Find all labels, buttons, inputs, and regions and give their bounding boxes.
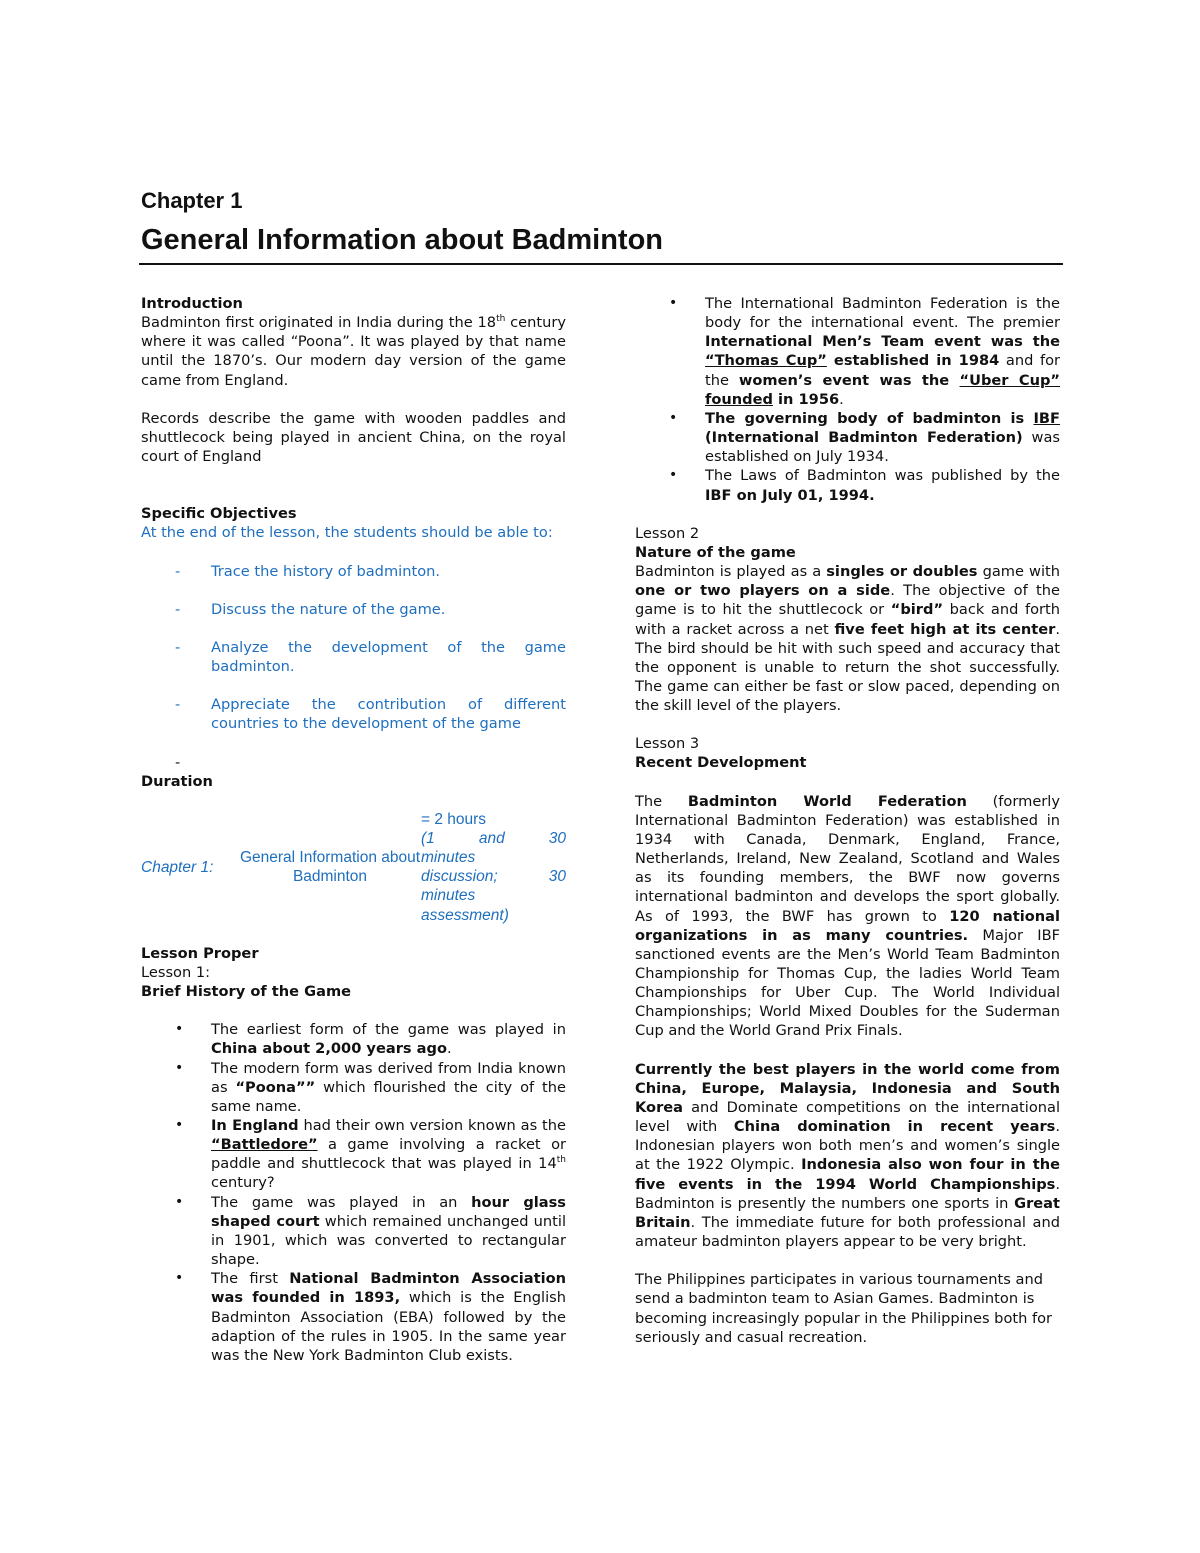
bullet-icon: • xyxy=(669,409,678,426)
players-text: . The immediate future for both professional and amateur badminton players appear to be very bright. xyxy=(635,1213,1060,1251)
right-column xyxy=(635,294,1060,1347)
objective-text: Appreciate the contribution of different countries to the development of the game xyxy=(211,696,566,733)
duration-detail-line: (1 and 30 xyxy=(421,829,566,847)
players-text: and Dominate competitions on the international level with xyxy=(635,1098,1060,1136)
history-item xyxy=(141,1059,566,1116)
ibf-emphasis: (International Badminton Federation) xyxy=(705,429,1023,447)
ibf-text: and for the xyxy=(705,352,1061,389)
history-text: which flourished the city of the same name. xyxy=(211,1078,566,1115)
history-text: which remained unchanged until in 1901, which was converted to rectangular shape. xyxy=(211,1212,567,1269)
history-emphasis: hour glass shaped court xyxy=(211,1193,566,1230)
ibf-item xyxy=(635,466,1060,504)
nature-emphasis: one or two players on a side xyxy=(635,582,891,600)
objective-item xyxy=(141,638,566,676)
ibf-text: . xyxy=(839,390,844,408)
ibf-text: was established on July 1934. xyxy=(705,429,1061,466)
bullet-icon: • xyxy=(175,1021,184,1038)
title-divider xyxy=(139,263,1063,265)
ibf-emphasis: IBF on July 01, 1994. xyxy=(705,486,875,504)
nature-paragraph xyxy=(635,562,1060,715)
chapter-label: Chapter 1 xyxy=(141,188,243,213)
nature-text: . The bird should be hit with such speed and accuracy that the opponent is unable to return the shot successfully. The game can either be fast or slow paced, depending on the skill level of the players. xyxy=(635,620,1060,715)
ibf-text: The International Badminton Federation is the body for the international event. The premier xyxy=(705,295,1060,332)
history-emphasis: China about 2,000 years ago xyxy=(211,1040,447,1058)
ibf-emphasis: established in 1984 xyxy=(826,352,1000,370)
lesson1-label: Lesson 1: xyxy=(141,963,211,981)
duration-detail-line: minutes xyxy=(421,887,476,905)
philippines-paragraph: The Philippines participates in various tournaments and send a badminton team to Asian Games. Badminton is becoming increasingly popular in the Philippines both for seriously and casual recreation. xyxy=(635,1271,1053,1346)
duration-detail-line: discussion; 30 xyxy=(421,868,566,886)
intro-text-a: Badminton first originated in India during the 18 xyxy=(141,314,497,332)
page-title: General Information about Badminton xyxy=(141,224,664,256)
history-item xyxy=(141,1020,566,1058)
duration-title-cell: General Information about Badminton xyxy=(239,849,421,886)
ibf-emphasis: women’s event was the xyxy=(738,371,960,389)
objective-text: Analyze the development of the game badminton. xyxy=(211,638,566,676)
objective-item xyxy=(141,600,566,619)
dash-marker: - xyxy=(175,696,181,714)
lesson2-title: Nature of the game xyxy=(635,543,796,561)
ibf-emphasis-underlined: IBF xyxy=(1033,409,1060,427)
objectives-list xyxy=(141,562,566,734)
ibf-item xyxy=(635,409,1060,466)
intro-paragraph-1 xyxy=(141,313,566,390)
dash-marker: - xyxy=(175,562,181,580)
players-paragraph xyxy=(635,1060,1060,1252)
nature-text: Badminton is played as a xyxy=(635,563,827,581)
history-text: which is the English Badminton Association (EBA) followed by the adaption of the rules in 1905. In the same year was the New York Badminton Club exists. xyxy=(211,1289,567,1364)
bwf-text: (formerly International Badminton Federation) was established in 1934 with Canada, Denmark, England, France, Netherlands, Ireland, New Zealand, Scotland and Wales as its founding members, the BWF now governs international badminton and develops the sport globally. As of 1993, the BWF has grown to xyxy=(635,792,1060,925)
bullet-icon: • xyxy=(175,1059,184,1076)
duration-hours: = 2 hours xyxy=(421,810,487,828)
history-text: The modern form was derived from India known as xyxy=(211,1059,566,1096)
bullet-icon: • xyxy=(175,1270,184,1287)
history-emphasis: In England xyxy=(211,1117,299,1134)
lesson3-title: Recent Development xyxy=(635,754,807,772)
ibf-list xyxy=(635,294,1060,505)
objectives-intro: At the end of the lesson, the students should be able to: xyxy=(141,524,553,542)
history-superscript: th xyxy=(556,1155,566,1166)
bwf-emphasis: 120 national organizations in as many countries. xyxy=(635,907,1060,944)
lesson1-title: Brief History of the Game xyxy=(141,983,352,1001)
duration-time-cell xyxy=(421,810,566,925)
duration-detail-line: minutes xyxy=(421,849,476,867)
history-text: century? xyxy=(211,1174,275,1192)
ibf-emphasis-underlined: “Thomas Cup” xyxy=(705,352,827,370)
bullet-icon: • xyxy=(669,295,678,311)
history-list xyxy=(141,1020,566,1365)
history-emphasis: National Badminton Association was founded in 1893, xyxy=(211,1270,566,1307)
ibf-item xyxy=(635,294,1060,409)
players-text: . Badminton is presently the numbers one sports in xyxy=(635,1175,1060,1212)
bwf-paragraph xyxy=(635,792,1060,1041)
lesson-proper-heading: Lesson Proper xyxy=(141,944,259,962)
intro-superscript: th xyxy=(496,314,506,325)
history-emphasis: “Poona”” xyxy=(235,1078,316,1096)
left-column xyxy=(141,294,566,1365)
history-text: . xyxy=(446,1040,452,1058)
stray-dash: - xyxy=(175,753,181,771)
history-text: a game involving a racket or paddle and shuttlecock that was played in 14 xyxy=(211,1136,566,1173)
dash-marker: - xyxy=(175,638,181,656)
players-emphasis: Currently the best players in the world come from China, Europe, Malaysia, Indonesia and South Korea xyxy=(635,1060,1060,1116)
nature-emphasis: singles or doubles xyxy=(826,563,978,581)
dash-marker: - xyxy=(175,600,181,618)
ibf-emphasis: International Men’s Team event was the xyxy=(705,333,1060,351)
bullet-icon: • xyxy=(669,467,678,484)
intro-paragraph-2: Records describe the game with wooden paddles and shuttlecock being played in ancient China, on the royal court of England xyxy=(141,409,566,466)
bullet-icon: • xyxy=(175,1117,184,1133)
players-emphasis: China domination in recent years xyxy=(733,1118,1056,1136)
ibf-emphasis-underlined: “Uber Cup” founded xyxy=(705,371,1060,408)
bwf-emphasis: Badminton World Federation xyxy=(687,792,967,810)
duration-table xyxy=(141,810,566,925)
ibf-text: The Laws of Badminton was published by the xyxy=(705,467,1060,485)
history-text: had their own version known as the xyxy=(298,1117,566,1134)
nature-text: back and forth with a racket across a net xyxy=(635,601,1060,638)
intro-text-b: century where it was called “Poona”. It was played by that name until the 1870’s. Our modern day version of the game came from England. xyxy=(141,314,566,389)
history-emphasis-underlined: “Battledore” xyxy=(211,1136,318,1154)
nature-emphasis: five feet high at its center xyxy=(834,620,1056,638)
bullet-icon: • xyxy=(175,1193,184,1210)
duration-chapter-cell: Chapter 1: xyxy=(141,858,214,876)
history-item xyxy=(141,1116,566,1193)
nature-text: game with xyxy=(977,563,1060,581)
intro-heading: Introduction xyxy=(141,295,243,312)
history-item xyxy=(141,1269,566,1365)
history-text: The earliest form of the game was played in xyxy=(211,1021,566,1039)
duration-heading: Duration xyxy=(141,772,213,790)
history-text: The first xyxy=(211,1270,290,1288)
history-item xyxy=(141,1193,566,1270)
history-text: The game was played in an xyxy=(211,1193,472,1211)
objective-text: Discuss the nature of the game. xyxy=(211,600,446,618)
ibf-emphasis: in 1956 xyxy=(772,390,840,408)
objective-item xyxy=(141,695,566,733)
players-emphasis: Great Britain xyxy=(635,1194,1060,1231)
bwf-text: Major IBF sanctioned events are the Men’s World Team Badminton Championship for Thomas Cup, the ladies World Team Championships for Uber Cup. The World Individual Championships; World Mixed Doubles for the Suderman Cup and the World Grand Prix Finals. xyxy=(635,926,1060,1040)
lesson2-label: Lesson 2 xyxy=(635,524,700,542)
duration-detail-line: assessment) xyxy=(421,906,509,924)
objectives-heading: Specific Objectives xyxy=(141,505,297,523)
bwf-text: The xyxy=(635,792,688,810)
players-text: . Indonesian players won both men’s and women’s single at the 1922 Olympic. xyxy=(635,1118,1060,1174)
objective-text: Trace the history of badminton. xyxy=(211,562,441,580)
nature-emphasis: “bird” xyxy=(890,601,944,619)
objective-item xyxy=(141,562,566,581)
players-emphasis: Indonesia also won four in the five events in the 1994 World Championships xyxy=(635,1156,1060,1193)
lesson3-label: Lesson 3 xyxy=(635,735,700,753)
ibf-emphasis: The governing body of badminton is xyxy=(705,409,1034,427)
nature-text: . The objective of the game is to hit the shuttlecock or xyxy=(635,582,1061,619)
